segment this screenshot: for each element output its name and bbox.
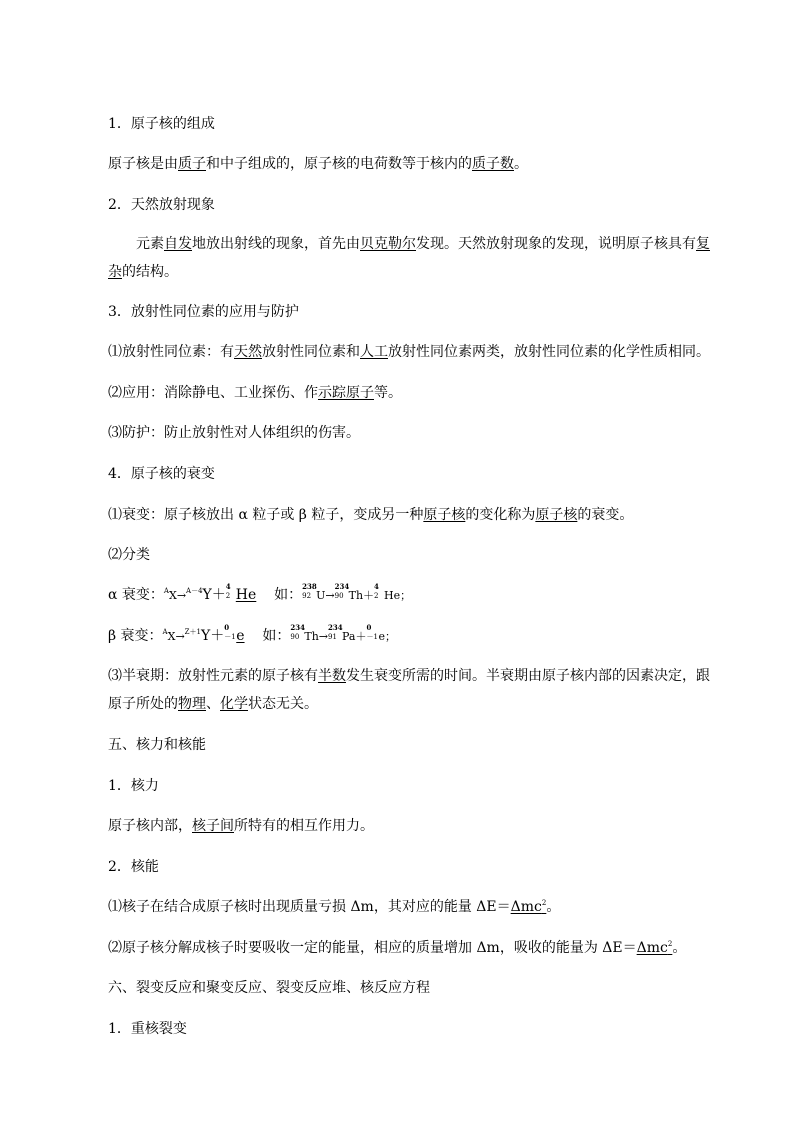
blank-answer: e	[236, 628, 245, 644]
superscript: 2	[667, 940, 673, 948]
text: 发生衰变所需的时间。半衰期由原子核内部的因素决定，跟原子所处的	[108, 668, 710, 712]
text: ⑵应用：消除静电、工业探伤、作	[108, 385, 318, 401]
heading-nucleus-composition: 1．原子核的组成	[108, 116, 215, 132]
symbol: Th	[304, 630, 319, 643]
symbol: X	[168, 589, 177, 602]
text: ⑴核子在结合成原子核时出现质量亏损 Δm，其对应的能量 ΔE＝	[108, 899, 511, 915]
text: Δmc	[636, 940, 668, 956]
text: 原子核内部，	[108, 818, 192, 834]
blank-answer: 人工	[360, 344, 388, 360]
blank-answer: 贝克勒尔	[360, 236, 416, 252]
blank-answer: 质子数	[472, 156, 514, 172]
text: ⑴衰变：原子核放出 α 粒子或 β 粒子，变成另一种	[108, 507, 424, 523]
beta-decay-equation	[108, 623, 396, 647]
symbol: e；	[378, 630, 396, 643]
heading-nuclear-decay: 4．原子核的衰变	[108, 466, 215, 482]
text: α 衰变：	[108, 587, 164, 603]
text: 的衰变。	[577, 507, 634, 523]
text: 发现。天然放射现象的发现，说明原子核具有	[416, 236, 696, 252]
symbol: Th＋	[348, 589, 375, 602]
subheading-heavy-nucleus-fission: 1．重核裂变	[108, 1021, 187, 1037]
superscript: Z＋1	[184, 628, 201, 636]
paragraph-nucleus-composition	[108, 154, 528, 174]
blank-answer: 复杂	[108, 236, 710, 280]
mass-number: A	[163, 587, 169, 595]
heading-natural-radioactivity: 2．天然放射现象	[108, 197, 215, 213]
isotopes-item-1	[108, 342, 710, 362]
arrow-icon: →	[318, 630, 328, 643]
text: 放射性同位素两类，放射性同位素的化学性质相同。	[388, 344, 710, 360]
text: 。	[546, 899, 561, 915]
decay-item-3-half-life	[108, 662, 718, 718]
blank-answer: 天然	[234, 344, 262, 360]
decay-item-2: ⑵分类	[108, 547, 150, 563]
text: β 衰变：	[108, 628, 163, 644]
text: 如：	[274, 587, 303, 603]
atomic-number: 90	[334, 592, 344, 600]
atomic-number: 2	[225, 592, 231, 600]
heading-nuclear-force-energy: 五、核力和核能	[108, 737, 206, 753]
blank-answer: 质子	[178, 156, 206, 172]
isotopes-item-3: ⑶防护：防止放射性对人体组织的伤害。	[108, 425, 360, 441]
text: ⑴放射性同位素：有	[108, 344, 234, 360]
text: 元素	[136, 236, 164, 252]
mass-number: 234	[334, 582, 350, 591]
blank-answer: 原子核	[535, 507, 578, 523]
symbol: Y＋	[201, 628, 225, 644]
nuclide-scripts	[334, 582, 350, 601]
nuclide-scripts	[366, 623, 378, 642]
arrow-icon: →	[176, 589, 187, 602]
atomic-number: 90	[290, 633, 300, 641]
superscript: A－4	[186, 587, 203, 595]
text: 的结构。	[122, 264, 178, 280]
atomic-number: 2	[374, 592, 379, 600]
mass-number: 238	[302, 582, 317, 591]
nuclide-scripts	[328, 623, 343, 642]
blank-answer: 化学	[220, 696, 248, 712]
text: 地放出射线的现象，首先由	[192, 236, 360, 252]
arrow-icon: →	[325, 589, 335, 602]
text: ⑶半衰期：放射性元素的原子核有	[108, 668, 318, 684]
nuclide-scripts	[225, 582, 236, 601]
text: 原子核是由	[108, 156, 178, 172]
mass-number: 4	[225, 582, 231, 591]
atomic-number: 92	[302, 592, 312, 600]
superscript: 2	[541, 899, 547, 907]
nuclide-scripts	[290, 623, 305, 642]
text: 等。	[374, 385, 402, 401]
symbol: He；	[384, 589, 412, 602]
blank-answer: 自发	[164, 236, 192, 252]
nuclear-energy-item-1	[108, 897, 560, 917]
subheading-nuclear-energy: 2．核能	[108, 859, 159, 875]
blank-answer: 原子核	[423, 507, 466, 523]
mass-number: 4	[374, 582, 379, 591]
paragraph-natural-radioactivity	[108, 230, 718, 286]
symbol: U	[316, 589, 326, 602]
symbol: Pa＋	[342, 630, 367, 643]
mass-number: 0	[224, 623, 230, 632]
nuclide-scripts	[224, 623, 236, 642]
atomic-number: 91	[328, 633, 337, 641]
atomic-number: －1	[224, 633, 236, 641]
text: 所特有的相互作用力。	[234, 818, 374, 834]
blank-answer	[511, 899, 547, 915]
blank-answer: 示踪原子	[318, 385, 374, 401]
nuclide-scripts	[374, 582, 384, 601]
text: 放射性同位素和	[262, 344, 360, 360]
text: 状态无关。	[248, 696, 318, 712]
decay-item-1	[108, 505, 633, 525]
text: 和中子组成的，原子核的电荷数等于核内的	[206, 156, 472, 172]
text: 、	[206, 696, 220, 712]
text: ⑵原子核分解成核子时要吸收一定的能量，相应的质量增加 Δm，吸收的能量为 ΔE＝	[108, 940, 637, 956]
nuclide-scripts	[302, 582, 317, 601]
symbol: X	[167, 630, 176, 643]
text: 。	[672, 940, 687, 956]
blank-answer: 物理	[178, 696, 206, 712]
nuclear-energy-item-2	[108, 938, 686, 958]
heading-fission-fusion: 六、裂变反应和聚变反应、裂变反应堆、核反应方程	[108, 980, 430, 996]
blank-answer	[637, 940, 673, 956]
text: 。	[514, 156, 528, 172]
mass-number: 234	[328, 623, 343, 632]
isotopes-item-2	[108, 383, 402, 403]
text: Δmc	[510, 899, 542, 915]
mass-number: A	[162, 628, 168, 636]
paragraph-nuclear-force	[108, 816, 374, 836]
subheading-nuclear-force: 1．核力	[108, 778, 159, 794]
symbol: Y＋	[202, 587, 226, 603]
arrow-icon: →	[175, 630, 185, 643]
heading-radioactive-isotopes: 3．放射性同位素的应用与防护	[108, 304, 299, 320]
mass-number: 0	[366, 623, 372, 632]
text: 的变化称为	[465, 507, 536, 523]
text: 如：	[262, 628, 291, 644]
alpha-decay-equation	[108, 582, 412, 606]
mass-number: 234	[290, 623, 305, 632]
blank-answer: 核子间	[192, 818, 234, 834]
blank-answer: He	[235, 587, 257, 603]
blank-answer: 半数	[318, 668, 346, 684]
atomic-number: －1	[366, 633, 378, 641]
